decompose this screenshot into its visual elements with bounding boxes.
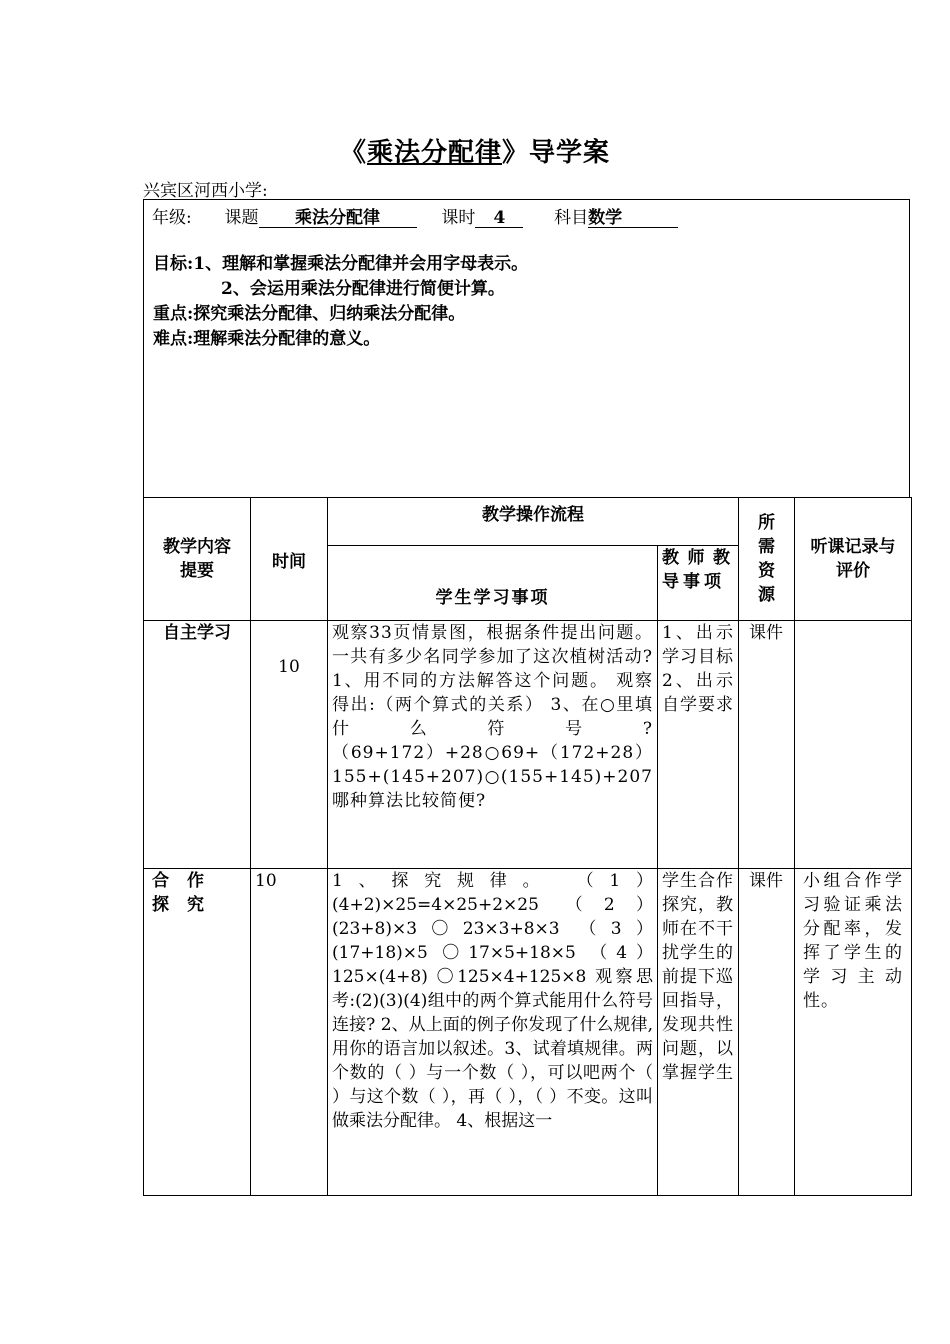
title-topic: 乘法分配律 (366, 138, 502, 168)
row2-teacher: 学生合作探究，教师在不干扰学生的前提下巡回指导，发现共性问题，以掌握学生 (658, 869, 739, 1196)
table-row (144, 869, 912, 1196)
goal-2: 2、会运用乘法分配律进行简便计算。 (221, 279, 505, 299)
goal-1: 目标:1、理解和掌握乘法分配律并会用字母表示。 (153, 254, 529, 274)
header-time: 时间 (251, 498, 328, 621)
topic-label: 课题 (224, 208, 259, 228)
subject-value: 数学 (588, 209, 678, 228)
row2-student: 1、探究规律。 （1）(4+2)×25=4×25+2×25 （2）(23+8)×3〇23×3+8×3 （3）(17+18)×5 〇17×5+18×5 （4）125×(4+8) 〇125×4+125×8 观察思考:(2)(3)(4)组中的两个算式能用什么符号连接? 2、从上面的例子你发现了什么规律,用你的语言加以叙述。3、试着填规律。两个数的（ ）与一个数（ ），可以吧两个（ ）与这个数（ ），再（ ），（ ）不变。这叫做乘法分配律。 4、根据这一 (328, 869, 658, 1196)
row1-content: 自主学习 (144, 621, 251, 869)
row2-resources: 课件 (739, 869, 795, 1196)
header-flow: 教学操作流程 (328, 498, 739, 546)
info-row (152, 203, 678, 228)
difficult-point: 难点:理解乘法分配律的意义。 (153, 329, 381, 349)
table-row (144, 621, 912, 869)
header-student: 学生学习事项 (328, 546, 658, 621)
header-teacher: 教师教导事项 (658, 546, 739, 621)
row1-record (795, 621, 912, 869)
info-box (143, 199, 910, 498)
row2-time: 10 (251, 869, 328, 1196)
key-point: 重点:探究乘法分配律、归纳乘法分配律。 (153, 304, 466, 324)
period-value: 4 (475, 209, 523, 228)
header-content: 教学内容提要 (144, 498, 251, 621)
row2-content: 合作探究 (144, 869, 251, 1196)
header-record: 听课记录与评价 (795, 498, 912, 621)
period-label: 课时 (441, 208, 476, 228)
subject-label: 科目 (554, 208, 589, 228)
row1-teacher: 1、出示学习目标 2、出示自学要求 (658, 621, 739, 869)
topic-value: 乘法分配律 (259, 209, 417, 228)
row1-student: 观察33页情景图，根据条件提出问题。 一共有多少名同学参加了这次植树活动? 1、用不同的方法解答这个问题。 观察得出:（两个算式的关系） 3、在○里填什么符号?（69+172）+28○69+（172+28）155+(145+207)○(155+145)+207 哪种算法比较简便? (328, 621, 658, 869)
school-name: 兴宾区河西小学: (143, 181, 268, 201)
lesson-table (143, 497, 912, 1196)
row1-time: 10 (251, 621, 328, 869)
page-title: 《乘法分配律》导学案 (339, 138, 611, 168)
grade-label: 年级: (152, 208, 192, 228)
header-resources: 所需资源 (739, 498, 795, 621)
row2-record: 小组合作学习验证乘法分配率，发挥了学生的学习主动性。 (795, 869, 912, 1196)
row1-resources: 课件 (739, 621, 795, 869)
goals-block (153, 252, 528, 352)
